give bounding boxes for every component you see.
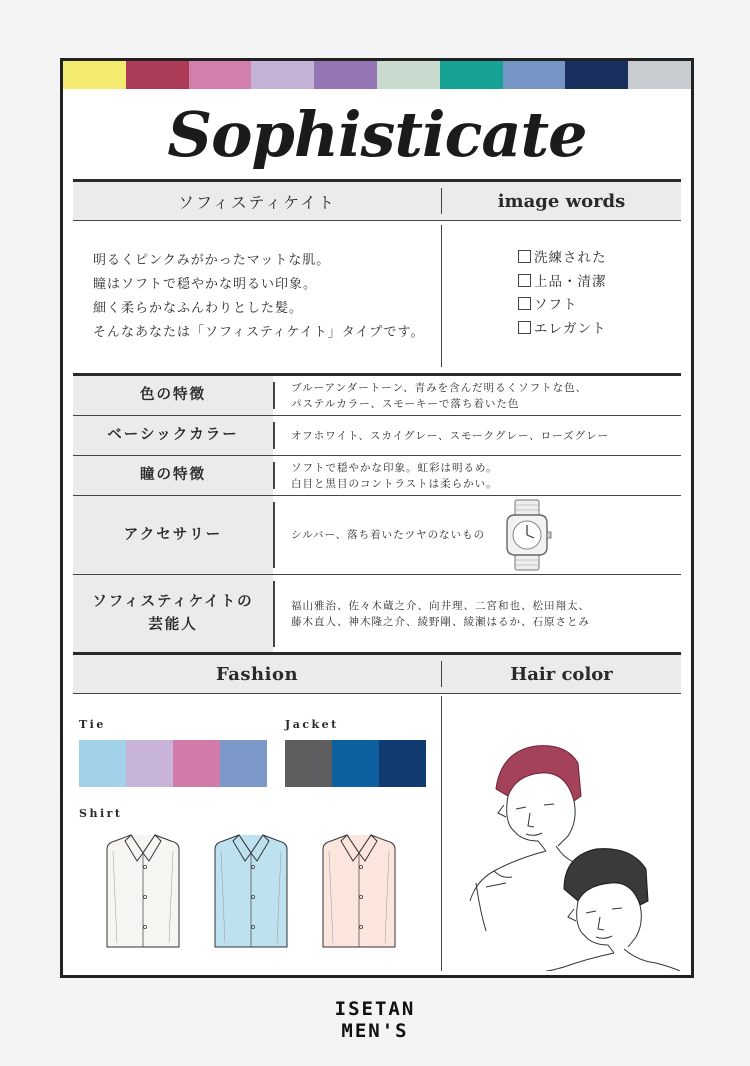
man-illustration-back xyxy=(470,746,581,931)
jacket-color-chips xyxy=(285,740,426,787)
image-words-list xyxy=(442,219,681,371)
tie-color-chips xyxy=(79,740,267,787)
description-line: 明るくピンクみがかったマットな肌。 xyxy=(93,253,331,268)
feature-key: 色の特徴 xyxy=(73,376,273,415)
feature-key: ソフィスティケイトの 芸能人 xyxy=(73,575,273,653)
tie-color-chip xyxy=(79,740,126,787)
jacket-color-chip xyxy=(332,740,379,787)
features-table xyxy=(73,373,681,653)
feature-row-celebrities xyxy=(73,575,681,653)
feature-value: シルバー、落ち着いたツヤのないもの xyxy=(275,496,681,574)
feature-row-color xyxy=(73,376,681,416)
hair-swatch-burgundy xyxy=(496,746,581,801)
shirt-label: Shirt xyxy=(79,807,123,820)
shirt-icon xyxy=(319,831,399,951)
tie-label: Tie xyxy=(79,718,106,731)
checkbox-icon xyxy=(518,274,531,287)
fashion-heading: Fashion xyxy=(215,663,299,685)
hair-color-illustration xyxy=(446,701,686,971)
palette-swatch xyxy=(440,61,503,89)
palette-swatch xyxy=(251,61,314,89)
tie-color-chip xyxy=(173,740,220,787)
feature-row-eyes xyxy=(73,456,681,496)
type-description xyxy=(73,219,441,371)
feature-value: ブルーアンダートーン、青みを含んだ明るくソフトな色、 パステルカラー、スモーキーで落ち着いた色 xyxy=(291,381,588,410)
tie-color-chip xyxy=(220,740,267,787)
jacket-color-chip xyxy=(285,740,332,787)
description-line: そんなあなたは「ソフィスティケイト」タイプです。 xyxy=(93,325,425,340)
checkbox-icon xyxy=(518,250,531,263)
palette-swatch xyxy=(126,61,189,89)
shirt-icon xyxy=(211,831,291,951)
image-words-heading: image words xyxy=(497,190,626,212)
isetan-mens-logo: ISETAN MEN'S xyxy=(334,998,416,1042)
feature-key: アクセサリー xyxy=(73,496,273,574)
hair-color-heading: Hair color xyxy=(510,663,613,685)
description-line: 瞳はソフトで穏やかな明るい印象。 xyxy=(93,277,318,292)
tie-color-chip xyxy=(126,740,173,787)
fashion-section xyxy=(73,696,441,976)
image-word-item: 上品・清潔 xyxy=(518,271,681,295)
feature-key: 瞳の特徴 xyxy=(73,456,273,495)
palette-swatch xyxy=(377,61,440,89)
sophisticate-card xyxy=(60,58,694,978)
intro-section xyxy=(73,219,681,371)
checkbox-icon xyxy=(518,321,531,334)
feature-value: 福山雅治、佐々木蔵之介、向井理、二宮和也、松田翔太、 藤木直人、神木隆之介、綾野剛、綾瀬はるか、石原さとみ xyxy=(291,600,590,628)
type-name-heading: ソフィスティケイト xyxy=(177,192,336,212)
palette-swatch xyxy=(565,61,628,89)
description-line: 細く柔らかなふんわりとした髪。 xyxy=(93,301,304,316)
feature-value: ソフトで穏やかな印象。虹彩は明るめ。 白目と黒目のコントラストは柔らかい。 xyxy=(291,461,498,490)
hair-swatch-black xyxy=(564,849,648,905)
checkbox-icon xyxy=(518,297,531,310)
feature-value: オフホワイト、スカイグレー、スモークグレー、ローズグレー xyxy=(291,429,610,442)
fashion-header-bar xyxy=(73,652,681,694)
image-word-item: エレガント xyxy=(518,318,681,342)
feature-row-accessory xyxy=(73,496,681,575)
image-word-item: ソフト xyxy=(518,294,681,318)
palette-swatch xyxy=(503,61,566,89)
feature-key: ベーシックカラー xyxy=(73,416,273,455)
jacket-label: Jacket xyxy=(285,718,339,731)
palette-swatch xyxy=(63,61,126,89)
palette-swatch xyxy=(314,61,377,89)
feature-row-basic-color xyxy=(73,416,681,456)
palette-swatch xyxy=(628,61,691,89)
jacket-color-chip xyxy=(379,740,426,787)
silver-watch-icon xyxy=(499,499,555,571)
image-word-item: 洗練された xyxy=(518,247,681,271)
man-illustration-front xyxy=(546,849,680,971)
intro-header-bar xyxy=(73,179,681,221)
page-title: Sophisticate xyxy=(167,97,587,171)
shirt-illustrations xyxy=(103,831,423,951)
shirt-icon xyxy=(103,831,183,951)
palette-swatch xyxy=(189,61,252,89)
color-palette-strip xyxy=(63,61,691,89)
